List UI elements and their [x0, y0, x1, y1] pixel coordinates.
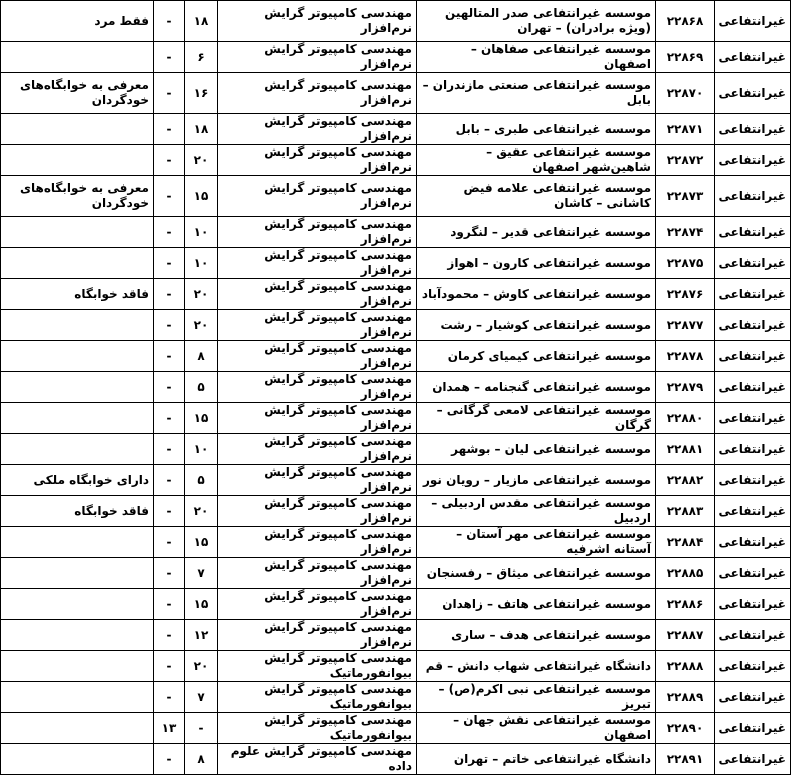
cell-note: فقط مرد — [1, 1, 154, 42]
cell-university-type: غیرانتفاعی — [715, 279, 791, 310]
cell-university-type: غیرانتفاعی — [715, 217, 791, 248]
cell-extra: - — [154, 589, 185, 620]
cell-capacity: ۱۵ — [185, 176, 218, 217]
cell-university-type: غیرانتفاعی — [715, 310, 791, 341]
table-row — [1, 651, 791, 682]
cell-field: مهندسی کامپیوتر گرایش نرم‌افزار — [218, 42, 417, 73]
cell-extra: - — [154, 744, 185, 775]
cell-program-code: ۲۲۸۷۷ — [656, 310, 715, 341]
cell-field: مهندسی کامپیوتر گرایش نرم‌افزار — [218, 527, 417, 558]
cell-note: معرفی به خوابگاه‌های خودگردان — [1, 73, 154, 114]
cell-capacity: ۱۲ — [185, 620, 218, 651]
cell-field: مهندسی کامپیوتر گرایش نرم‌افزار — [218, 496, 417, 527]
cell-note — [1, 651, 154, 682]
cell-note — [1, 248, 154, 279]
table-row — [1, 713, 791, 744]
cell-field: مهندسی کامپیوتر گرایش نرم‌افزار — [218, 176, 417, 217]
cell-program-code: ۲۲۸۷۸ — [656, 341, 715, 372]
cell-institution: موسسه غیرانتفاعی طبری – بابل — [417, 114, 656, 145]
cell-field: مهندسی کامپیوتر گرایش نرم‌افزار — [218, 465, 417, 496]
cell-institution: موسسه غیرانتفاعی کوشیار – رشت — [417, 310, 656, 341]
cell-note — [1, 682, 154, 713]
cell-university-type: غیرانتفاعی — [715, 620, 791, 651]
table-row — [1, 176, 791, 217]
cell-capacity: - — [185, 713, 218, 744]
cell-note — [1, 527, 154, 558]
cell-capacity: ۲۰ — [185, 145, 218, 176]
cell-capacity: ۲۰ — [185, 279, 218, 310]
cell-note — [1, 310, 154, 341]
table-row — [1, 42, 791, 73]
cell-note — [1, 145, 154, 176]
cell-capacity: ۵ — [185, 372, 218, 403]
cell-capacity: ۷ — [185, 558, 218, 589]
cell-extra: - — [154, 1, 185, 42]
cell-institution: دانشگاه غیرانتفاعی شهاب دانش – قم — [417, 651, 656, 682]
cell-program-code: ۲۲۸۸۵ — [656, 558, 715, 589]
cell-university-type: غیرانتفاعی — [715, 589, 791, 620]
cell-extra: - — [154, 73, 185, 114]
table-row — [1, 403, 791, 434]
cell-note — [1, 403, 154, 434]
cell-capacity: ۲۰ — [185, 310, 218, 341]
cell-university-type: غیرانتفاعی — [715, 73, 791, 114]
cell-extra: - — [154, 341, 185, 372]
table-body — [1, 1, 791, 775]
cell-note: فاقد خوابگاه — [1, 496, 154, 527]
cell-university-type: غیرانتفاعی — [715, 114, 791, 145]
cell-note — [1, 558, 154, 589]
cell-institution: موسسه غیرانتفاعی مازیار – رویان نور — [417, 465, 656, 496]
cell-program-code: ۲۲۸۸۷ — [656, 620, 715, 651]
cell-program-code: ۲۲۸۸۳ — [656, 496, 715, 527]
table-row — [1, 744, 791, 775]
cell-institution: موسسه غیرانتفاعی علامه فیض کاشانی – کاشان — [417, 176, 656, 217]
cell-field: مهندسی کامپیوتر گرایش نرم‌افزار — [218, 558, 417, 589]
cell-capacity: ۱۵ — [185, 589, 218, 620]
cell-capacity: ۱۵ — [185, 527, 218, 558]
table-row — [1, 589, 791, 620]
cell-capacity: ۲۰ — [185, 496, 218, 527]
cell-extra: - — [154, 248, 185, 279]
cell-institution: موسسه غیرانتفاعی عقیق – شاهین‌شهر اصفهان — [417, 145, 656, 176]
table-row — [1, 372, 791, 403]
cell-extra: - — [154, 145, 185, 176]
cell-extra: - — [154, 310, 185, 341]
table-row — [1, 558, 791, 589]
table-row — [1, 496, 791, 527]
cell-institution: موسسه غیرانتفاعی گنجنامه – همدان — [417, 372, 656, 403]
table-row — [1, 1, 791, 42]
cell-institution: موسسه غیرانتفاعی مقدس اردبیلی – اردبیل — [417, 496, 656, 527]
cell-program-code: ۲۲۸۸۱ — [656, 434, 715, 465]
cell-program-code: ۲۲۸۸۹ — [656, 682, 715, 713]
cell-field: مهندسی کامپیوتر گرایش نرم‌افزار — [218, 217, 417, 248]
cell-note: دارای خوابگاه ملکی — [1, 465, 154, 496]
cell-university-type: غیرانتفاعی — [715, 1, 791, 42]
table-row — [1, 279, 791, 310]
cell-university-type: غیرانتفاعی — [715, 558, 791, 589]
cell-institution: موسسه غیرانتفاعی مهر آستان – آستانه اشرفیه — [417, 527, 656, 558]
cell-university-type: غیرانتفاعی — [715, 42, 791, 73]
cell-capacity: ۱۸ — [185, 114, 218, 145]
cell-program-code: ۲۲۸۷۰ — [656, 73, 715, 114]
cell-field: مهندسی کامپیوتر گرایش نرم‌افزار — [218, 403, 417, 434]
cell-capacity: ۱۶ — [185, 73, 218, 114]
table-row — [1, 145, 791, 176]
cell-university-type: غیرانتفاعی — [715, 341, 791, 372]
cell-note: فاقد خوابگاه — [1, 279, 154, 310]
cell-capacity: ۸ — [185, 341, 218, 372]
table-row — [1, 620, 791, 651]
cell-program-code: ۲۲۸۸۲ — [656, 465, 715, 496]
cell-university-type: غیرانتفاعی — [715, 145, 791, 176]
cell-field: مهندسی کامپیوتر گرایش نرم‌افزار — [218, 73, 417, 114]
cell-program-code: ۲۲۸۷۱ — [656, 114, 715, 145]
cell-institution: موسسه غیرانتفاعی قدیر – لنگرود — [417, 217, 656, 248]
cell-field: مهندسی کامپیوتر گرایش نرم‌افزار — [218, 248, 417, 279]
cell-institution: موسسه غیرانتفاعی صدر المتالهین (ویژه برادران) – تهران — [417, 1, 656, 42]
cell-institution: موسسه غیرانتفاعی کیمیای کرمان — [417, 341, 656, 372]
cell-field: مهندسی کامپیوتر گرایش نرم‌افزار — [218, 310, 417, 341]
cell-extra: - — [154, 496, 185, 527]
cell-field: مهندسی کامپیوتر گرایش نرم‌افزار — [218, 341, 417, 372]
cell-extra: - — [154, 403, 185, 434]
cell-institution: دانشگاه غیرانتفاعی خاتم – تهران — [417, 744, 656, 775]
cell-note — [1, 713, 154, 744]
cell-capacity: ۸ — [185, 744, 218, 775]
cell-program-code: ۲۲۸۶۹ — [656, 42, 715, 73]
cell-note — [1, 372, 154, 403]
cell-university-type: غیرانتفاعی — [715, 682, 791, 713]
cell-field: مهندسی کامپیوتر گرایش نرم‌افزار — [218, 620, 417, 651]
cell-institution: موسسه غیرانتفاعی میثاق – رفسنجان — [417, 558, 656, 589]
cell-field: مهندسی کامپیوتر گرایش نرم‌افزار — [218, 372, 417, 403]
cell-institution: موسسه غیرانتفاعی نبی اکرم(ص) – تبریز — [417, 682, 656, 713]
cell-extra: - — [154, 620, 185, 651]
cell-field: مهندسی کامپیوتر گرایش بیوانفورماتیک — [218, 682, 417, 713]
cell-capacity: ۱۰ — [185, 248, 218, 279]
cell-capacity: ۵ — [185, 465, 218, 496]
cell-note — [1, 217, 154, 248]
table-row — [1, 248, 791, 279]
cell-program-code: ۲۲۸۷۶ — [656, 279, 715, 310]
cell-field: مهندسی کامپیوتر گرایش بیوانفورماتیک — [218, 713, 417, 744]
cell-program-code: ۲۲۸۷۹ — [656, 372, 715, 403]
cell-university-type: غیرانتفاعی — [715, 496, 791, 527]
cell-note — [1, 434, 154, 465]
table-row — [1, 114, 791, 145]
cell-field: مهندسی کامپیوتر گرایش نرم‌افزار — [218, 145, 417, 176]
cell-capacity: ۷ — [185, 682, 218, 713]
cell-institution: موسسه غیرانتفاعی لیان – بوشهر — [417, 434, 656, 465]
cell-note — [1, 589, 154, 620]
cell-institution: موسسه غیرانتفاعی هدف – ساری — [417, 620, 656, 651]
cell-university-type: غیرانتفاعی — [715, 176, 791, 217]
cell-program-code: ۲۲۸۷۲ — [656, 145, 715, 176]
cell-university-type: غیرانتفاعی — [715, 434, 791, 465]
table-row — [1, 310, 791, 341]
cell-university-type: غیرانتفاعی — [715, 403, 791, 434]
cell-extra: - — [154, 527, 185, 558]
cell-university-type: غیرانتفاعی — [715, 372, 791, 403]
table-row — [1, 465, 791, 496]
cell-field: مهندسی کامپیوتر گرایش علوم داده — [218, 744, 417, 775]
cell-institution: موسسه غیرانتفاعی نقش جهان – اصفهان — [417, 713, 656, 744]
cell-university-type: غیرانتفاعی — [715, 651, 791, 682]
cell-extra: - — [154, 372, 185, 403]
cell-program-code: ۲۲۸۸۴ — [656, 527, 715, 558]
cell-university-type: غیرانتفاعی — [715, 713, 791, 744]
cell-extra: - — [154, 434, 185, 465]
table-row — [1, 434, 791, 465]
cell-extra: - — [154, 217, 185, 248]
cell-program-code: ۲۲۸۸۰ — [656, 403, 715, 434]
cell-extra: - — [154, 558, 185, 589]
cell-field: مهندسی کامپیوتر گرایش نرم‌افزار — [218, 589, 417, 620]
cell-extra: - — [154, 279, 185, 310]
table-row — [1, 682, 791, 713]
cell-capacity: ۶ — [185, 42, 218, 73]
cell-university-type: غیرانتفاعی — [715, 248, 791, 279]
cell-institution: موسسه غیرانتفاعی صفاهان – اصفهان — [417, 42, 656, 73]
cell-program-code: ۲۲۸۸۸ — [656, 651, 715, 682]
cell-program-code: ۲۲۸۶۸ — [656, 1, 715, 42]
cell-program-code: ۲۲۸۷۵ — [656, 248, 715, 279]
cell-program-code: ۲۲۸۹۰ — [656, 713, 715, 744]
cell-extra: - — [154, 651, 185, 682]
cell-capacity: ۱۵ — [185, 403, 218, 434]
cell-note — [1, 42, 154, 73]
cell-university-type: غیرانتفاعی — [715, 465, 791, 496]
table-row — [1, 73, 791, 114]
cell-note — [1, 114, 154, 145]
cell-field: مهندسی کامپیوتر گرایش نرم‌افزار — [218, 279, 417, 310]
cell-capacity: ۱۰ — [185, 217, 218, 248]
cell-field: مهندسی کامپیوتر گرایش نرم‌افزار — [218, 1, 417, 42]
cell-note — [1, 744, 154, 775]
cell-program-code: ۲۲۸۷۳ — [656, 176, 715, 217]
cell-field: مهندسی کامپیوتر گرایش بیوانفورماتیک — [218, 651, 417, 682]
cell-capacity: ۲۰ — [185, 651, 218, 682]
cell-institution: موسسه غیرانتفاعی صنعتی مازندران – بابل — [417, 73, 656, 114]
table-row — [1, 341, 791, 372]
cell-extra: ۱۳ — [154, 713, 185, 744]
cell-university-type: غیرانتفاعی — [715, 744, 791, 775]
cell-field: مهندسی کامپیوتر گرایش نرم‌افزار — [218, 114, 417, 145]
cell-capacity: ۱۸ — [185, 1, 218, 42]
cell-institution: موسسه غیرانتفاعی لامعی گرگانی – گرگان — [417, 403, 656, 434]
cell-institution: موسسه غیرانتفاعی هاتف – زاهدان — [417, 589, 656, 620]
cell-note — [1, 620, 154, 651]
cell-program-code: ۲۲۸۷۴ — [656, 217, 715, 248]
cell-capacity: ۱۰ — [185, 434, 218, 465]
cell-institution: موسسه غیرانتفاعی کارون – اهواز — [417, 248, 656, 279]
cell-extra: - — [154, 465, 185, 496]
cell-extra: - — [154, 176, 185, 217]
cell-extra: - — [154, 682, 185, 713]
cell-program-code: ۲۲۸۸۶ — [656, 589, 715, 620]
cell-institution: موسسه غیرانتفاعی کاوش – محمودآباد — [417, 279, 656, 310]
cell-program-code: ۲۲۸۹۱ — [656, 744, 715, 775]
table-row — [1, 217, 791, 248]
cell-note: معرفی به خوابگاه‌های خودگردان — [1, 176, 154, 217]
cell-note — [1, 341, 154, 372]
table-row — [1, 527, 791, 558]
cell-extra: - — [154, 42, 185, 73]
cell-university-type: غیرانتفاعی — [715, 527, 791, 558]
cell-field: مهندسی کامپیوتر گرایش نرم‌افزار — [218, 434, 417, 465]
cell-extra: - — [154, 114, 185, 145]
